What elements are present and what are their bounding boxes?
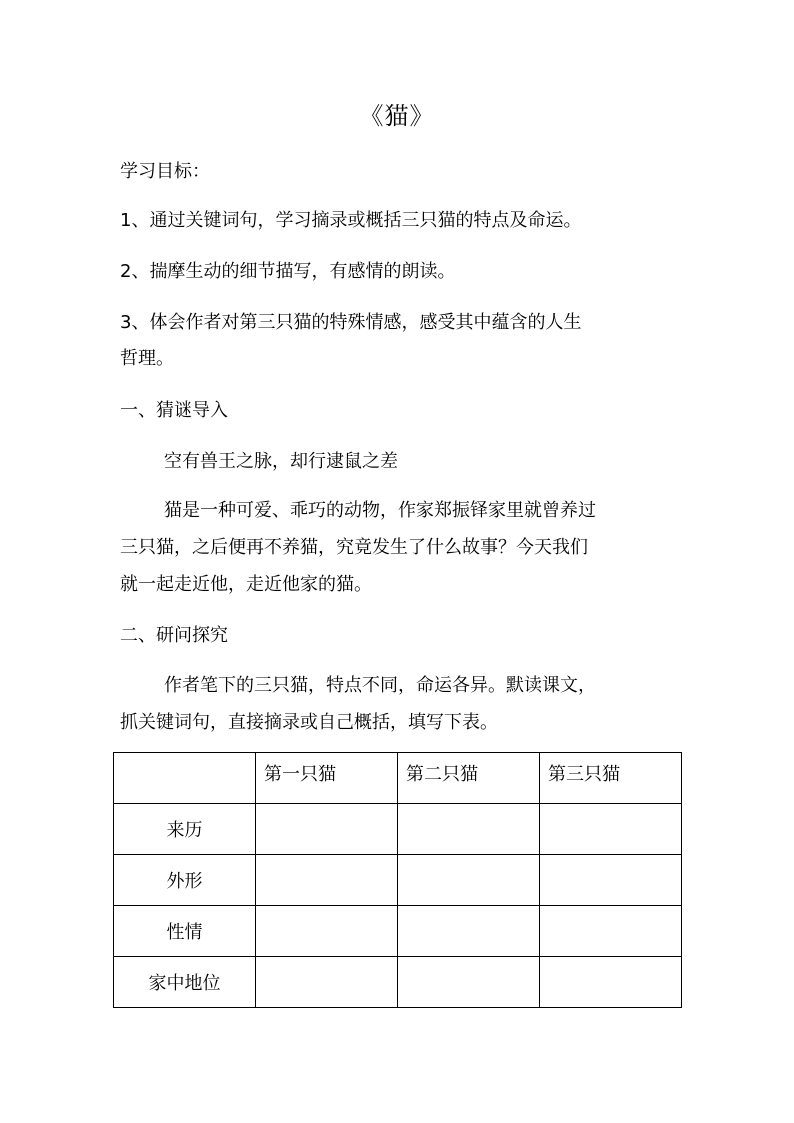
intro-paragraph-line: 猫是一种可爱、乖巧的动物，作家郑振铎家里就曾养过 <box>164 500 596 521</box>
column-header: 第二只猫 <box>398 753 540 804</box>
riddle-text: 空有兽王之脉，却行逮鼠之差 <box>164 451 398 472</box>
table-cell <box>398 957 540 1008</box>
table-cell <box>398 855 540 906</box>
table-cell <box>540 855 682 906</box>
table-cell <box>540 804 682 855</box>
table-cell <box>398 906 540 957</box>
column-header: 第三只猫 <box>540 753 682 804</box>
row-label: 家中地位 <box>114 957 256 1008</box>
table-row <box>114 855 682 906</box>
objective-item-1: 1、通过关键词句，学习摘录或概括三只猫的特点及命运。 <box>120 210 582 231</box>
column-header: 第一只猫 <box>256 753 398 804</box>
section-heading-riddle: 一、猜谜导入 <box>120 400 228 421</box>
table-cell <box>398 804 540 855</box>
objective-item-3-continued: 哲理。 <box>120 348 174 369</box>
table-row <box>114 804 682 855</box>
row-label: 性情 <box>114 906 256 957</box>
intro-paragraph-line: 就一起走近他，走近他家的猫。 <box>120 574 372 595</box>
inquiry-paragraph-line: 抓关键词句，直接摘录或自己概括，填写下表。 <box>120 712 498 733</box>
table-header-row <box>114 753 682 804</box>
table-cell <box>256 804 398 855</box>
section-heading-inquiry: 二、研问探究 <box>120 625 228 646</box>
table-cell <box>256 906 398 957</box>
page-title: 《猫》 <box>359 102 435 130</box>
inquiry-paragraph-line: 作者笔下的三只猫，特点不同，命运各异。默读课文， <box>164 675 596 696</box>
cats-comparison-table <box>113 752 682 1008</box>
table-cell <box>256 855 398 906</box>
intro-paragraph-line: 三只猫，之后便再不养猫，究竟发生了什么故事？今天我们 <box>120 537 588 558</box>
objective-item-3: 3、体会作者对第三只猫的特殊情感，感受其中蕴含的人生 <box>120 312 582 333</box>
table-row <box>114 957 682 1008</box>
table-cell <box>256 957 398 1008</box>
objective-item-2: 2、揣摩生动的细节描写，有感情的朗读。 <box>120 261 456 282</box>
table-corner-cell <box>114 753 256 804</box>
table-cell <box>540 906 682 957</box>
objectives-heading: 学习目标： <box>120 161 210 182</box>
table-cell <box>540 957 682 1008</box>
row-label: 外形 <box>114 855 256 906</box>
row-label: 来历 <box>114 804 256 855</box>
table-row <box>114 906 682 957</box>
